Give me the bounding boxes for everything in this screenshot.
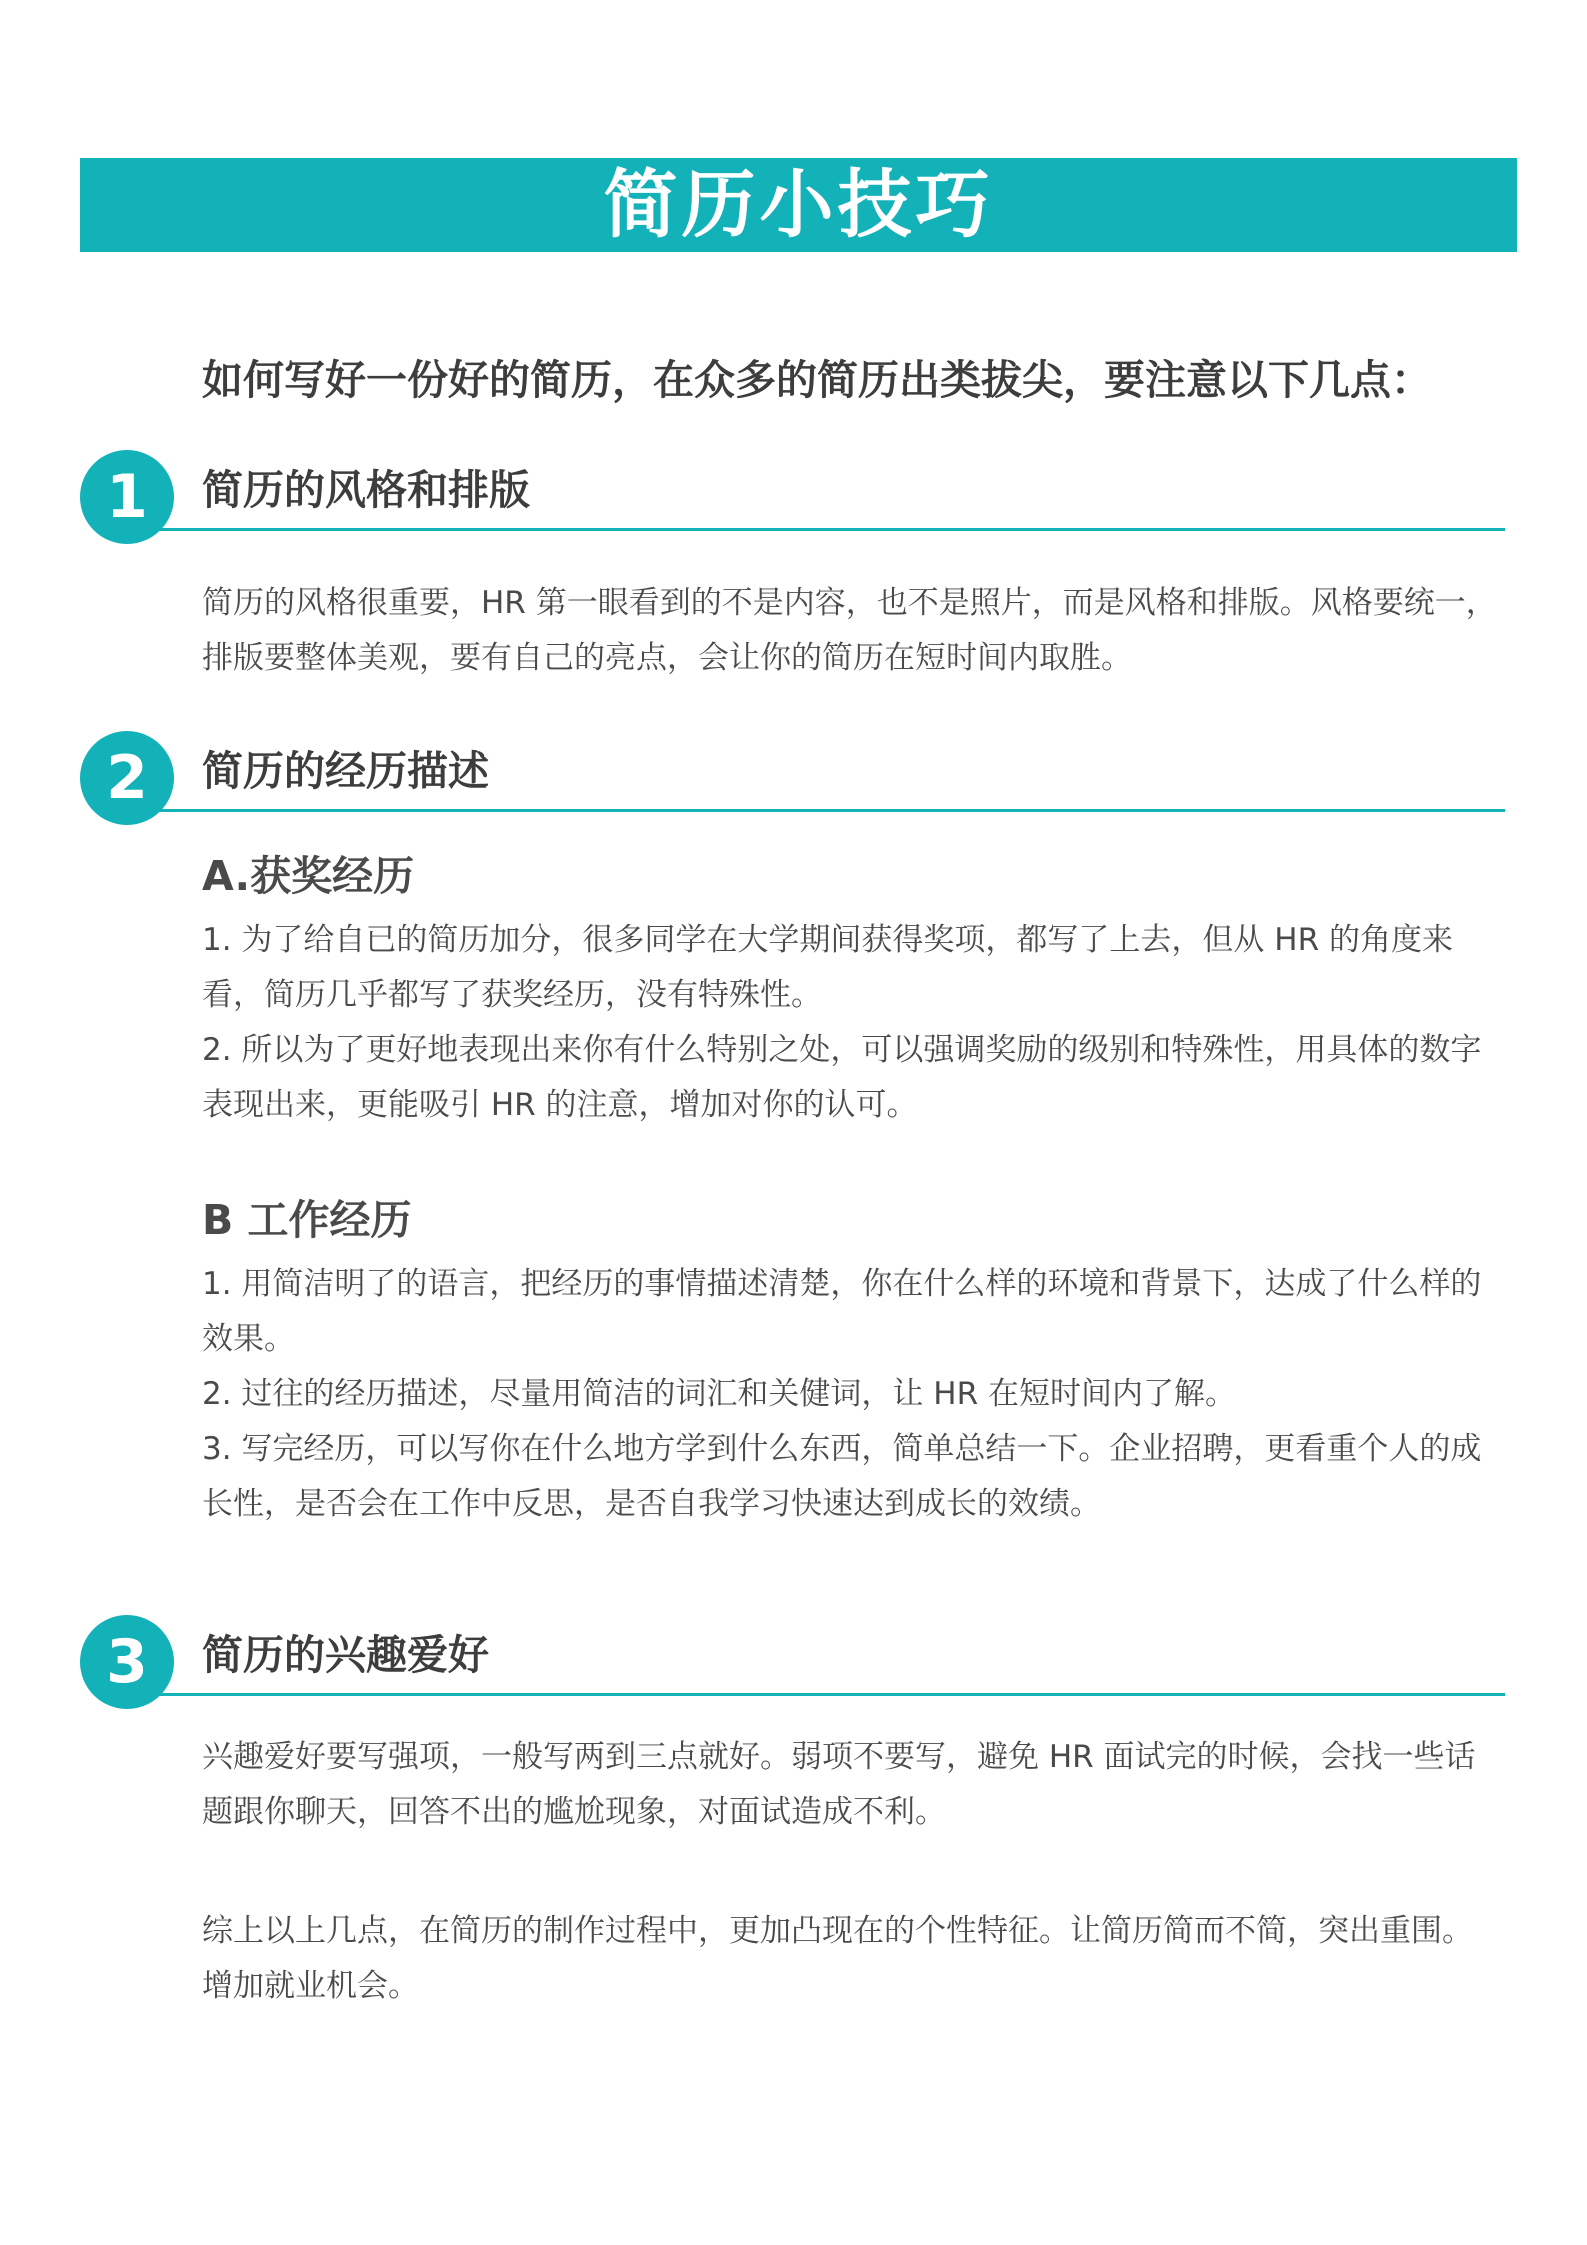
subsection-a-item-1: 1. 为了给自已的简历加分，很多同学在大学期间获得奖项，都写了上去，但从 HR 的角度来看，简历几乎都写了获奖经历，没有特殊性。 (202, 922, 1453, 1013)
section-1-title: 简历的风格和排版 (202, 466, 530, 514)
section-3-header (80, 1615, 1505, 1715)
section-3-title: 简历的兴趣爱好 (202, 1631, 489, 1679)
section-1-divider (154, 528, 1505, 531)
section-3-paragraph: 兴趣爱好要写强项，一般写两到三点就好。弱项不要写，避免 HR 面试完的时候，会找一些话题跟你聊天，回答不出的尴尬现象，对面试造成不利。 (202, 1739, 1476, 1830)
subsection-b-item-1: 1. 用简洁明了的语言，把经历的事情描述清楚，你在什么样的环境和背景下，达成了什么样的效果。 (202, 1266, 1482, 1357)
section-1-paragraph: 简历的风格很重要，HR 第一眼看到的不是内容，也不是照片，而是风格和排版。风格要统一，排版要整体美观，要有自己的亮点，会让你的简历在短时间内取胜。 (202, 585, 1497, 676)
section-2-number: 2 (80, 731, 174, 825)
page-title: 简历小技巧 (603, 162, 994, 248)
section-2-header (80, 731, 1505, 831)
summary-paragraph: 综上以上几点，在简历的制作过程中，更加凸现在的个性特征。让简历简而不简，突出重围。增加就业机会。 (202, 1913, 1473, 2004)
intro-heading: 如何写好一份好的简历，在众多的简历出类拔尖，要注意以下几点： (202, 356, 1432, 404)
title-banner (80, 158, 1517, 252)
section-2-title: 简历的经历描述 (202, 747, 489, 795)
section-3-divider (154, 1693, 1505, 1696)
subsection-b-item-3: 3. 写完经历，可以写你在什么地方学到什么东西，简单总结一下。企业招聘，更看重个人的成长性，是否会在工作中反思，是否自我学习快速达到成长的效绩。 (202, 1431, 1482, 1522)
section-2-divider (154, 809, 1505, 812)
subsection-b-item-2: 2. 过往的经历描述，尽量用简洁的词汇和关健词，让 HR 在短时间内了解。 (202, 1376, 1236, 1412)
section-1-header (80, 450, 1505, 550)
subsection-a-title: A.获奖经历 (202, 852, 415, 900)
subsection-a-item-2: 2. 所以为了更好地表现出来你有什么特别之处，可以强调奖励的级别和特殊性，用具体的数字表现出来，更能吸引 HR 的注意，增加对你的认可。 (202, 1032, 1482, 1123)
section-1-number: 1 (80, 450, 174, 544)
section-3-number: 3 (80, 1615, 174, 1709)
subsection-b-title: B 工作经历 (202, 1196, 412, 1244)
